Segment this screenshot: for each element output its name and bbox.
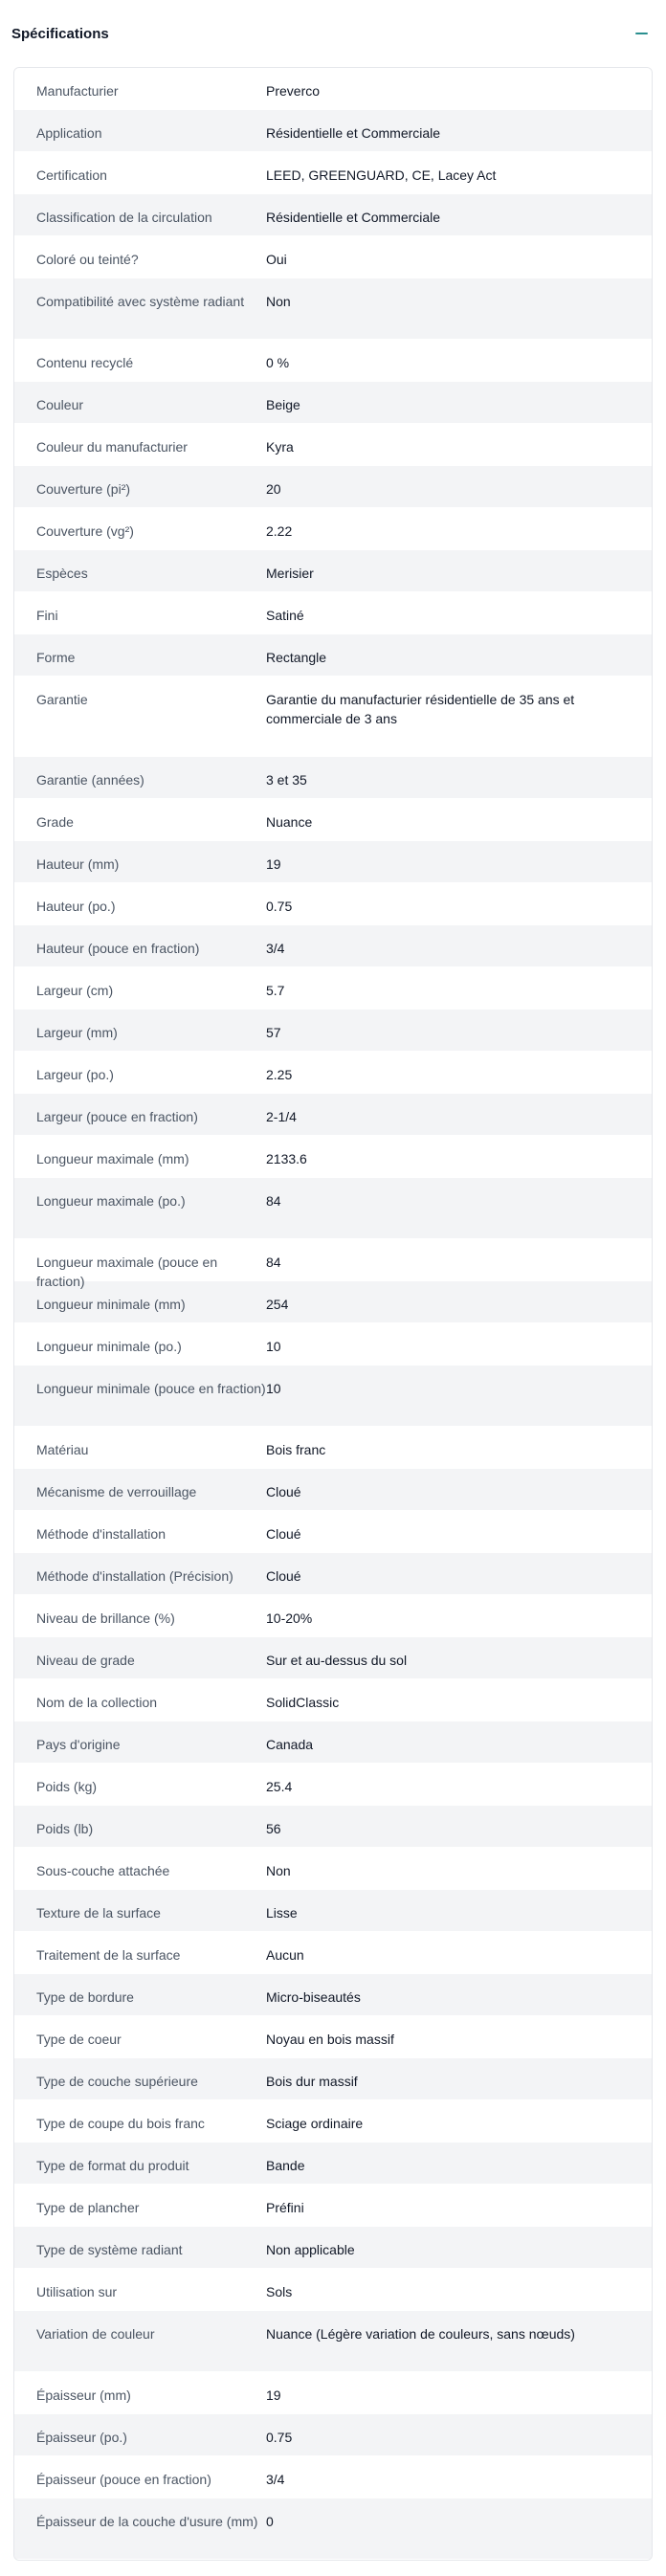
spec-label: Coloré ou teinté? <box>36 252 139 267</box>
spec-row <box>14 2269 652 2311</box>
spec-label: Texture de la surface <box>36 1905 161 1921</box>
spec-row <box>14 2456 652 2498</box>
spec-row <box>14 592 652 634</box>
spec-row <box>14 68 652 110</box>
spec-row <box>14 1848 652 1890</box>
spec-value: Préfini <box>266 2200 304 2215</box>
spec-row <box>14 1281 652 1323</box>
spec-label: Longueur minimale (mm) <box>36 1297 186 1312</box>
spec-row <box>14 1178 652 1239</box>
spec-value: LEED, GREENGUARD, CE, Lacey Act <box>266 167 497 183</box>
spec-value: Cloué <box>266 1526 301 1542</box>
spec-row <box>14 1806 652 1848</box>
spec-value: Bois franc <box>266 1442 326 1457</box>
spec-value: Résidentielle et Commerciale <box>266 125 441 141</box>
spec-label: Type de bordure <box>36 1989 134 2005</box>
spec-label: Traitement de la surface <box>36 1947 181 1963</box>
spec-value: 10 <box>266 1339 281 1354</box>
spec-value: Bois dur massif <box>266 2074 358 2089</box>
spec-row <box>14 1890 652 1932</box>
spec-row <box>14 2185 652 2227</box>
spec-row <box>14 799 652 841</box>
spec-row <box>14 1010 652 1052</box>
spec-value: Résidentielle et Commerciale <box>266 210 441 225</box>
spec-label: Garantie (années) <box>36 772 144 788</box>
spec-value: Sur et au-dessus du sol <box>266 1653 408 1668</box>
spec-row <box>14 1052 652 1094</box>
spec-value: 2-1/4 <box>266 1109 297 1124</box>
spec-row <box>14 2058 652 2100</box>
spec-label: Sous-couche attachée <box>36 1863 170 1878</box>
spec-value: 3/4 <box>266 941 285 956</box>
spec-label: Utilisation sur <box>36 2284 118 2299</box>
section-title: Spécifications <box>11 25 109 42</box>
spec-label: Pays d'origine <box>36 1737 121 1752</box>
spec-value: 0 % <box>266 355 290 370</box>
spec-label: Couverture (vg²) <box>36 523 134 539</box>
spec-label: Type de coupe du bois franc <box>36 2116 205 2131</box>
spec-label: Hauteur (po.) <box>36 899 116 914</box>
spec-label: Contenu recyclé <box>36 355 134 370</box>
spec-value: 2133.6 <box>266 1151 307 1166</box>
spec-label: Épaisseur (po.) <box>36 2430 127 2445</box>
spec-label: Matériau <box>36 1442 89 1457</box>
spec-label: Application <box>36 125 102 141</box>
spec-row <box>14 883 652 925</box>
spec-label: Hauteur (mm) <box>36 856 120 872</box>
spec-label: Méthode d'installation <box>36 1526 166 1542</box>
spec-label: Couleur <box>36 397 84 412</box>
spec-row <box>14 1239 652 1289</box>
spec-label: Méthode d'installation (Précision) <box>36 1568 233 1584</box>
spec-value: 19 <box>266 856 281 872</box>
spec-label: Poids (kg) <box>36 1779 98 1794</box>
spec-value: Garantie du manufacturier résidentielle de 35 ans et commerciale de 3 ans <box>266 692 575 726</box>
spec-value: Oui <box>266 252 287 267</box>
spec-row <box>14 1323 652 1366</box>
spec-row <box>14 1094 652 1136</box>
spec-row <box>14 1366 652 1427</box>
spec-value: Micro-biseautés <box>266 1989 361 2005</box>
spec-value: 254 <box>266 1297 289 1312</box>
spec-value: Non <box>266 294 291 309</box>
spec-row <box>14 550 652 592</box>
spec-value: Canada <box>266 1737 314 1752</box>
spec-row <box>14 967 652 1010</box>
spec-row <box>14 1553 652 1595</box>
spec-row <box>14 194 652 236</box>
spec-value: Aucun <box>266 1947 304 1963</box>
spec-label: Type de format du produit <box>36 2158 189 2173</box>
spec-value: Non applicable <box>266 2242 355 2257</box>
spec-value: 2.22 <box>266 523 293 539</box>
spec-label: Largeur (pouce en fraction) <box>36 1109 198 1124</box>
spec-value: Preverco <box>266 83 321 99</box>
spec-value: Nuance <box>266 814 313 830</box>
spec-label: Largeur (mm) <box>36 1025 118 1040</box>
spec-row <box>14 1721 652 1764</box>
spec-label: Manufacturier <box>36 83 119 99</box>
spec-row <box>14 1427 652 1469</box>
spec-row <box>14 340 652 382</box>
spec-row <box>14 466 652 508</box>
spec-row <box>14 757 652 799</box>
spec-row <box>14 508 652 550</box>
spec-value: Sciage ordinaire <box>266 2116 364 2131</box>
spec-label: Certification <box>36 167 107 183</box>
spec-label: Type de plancher <box>36 2200 140 2215</box>
spec-label: Couverture (pi²) <box>36 481 131 497</box>
spec-value: Beige <box>266 397 300 412</box>
spec-label: Épaisseur (mm) <box>36 2387 131 2403</box>
spec-row <box>14 1136 652 1178</box>
spec-row <box>14 2311 652 2372</box>
spec-value: 3/4 <box>266 2472 285 2487</box>
spec-label: Épaisseur (pouce en fraction) <box>36 2472 211 2487</box>
spec-label: Longueur maximale (mm) <box>36 1151 189 1166</box>
spec-label: Poids (lb) <box>36 1821 94 1836</box>
spec-value: Kyra <box>266 439 294 455</box>
spec-value: 0.75 <box>266 2430 293 2445</box>
spec-label: Couleur du manufacturier <box>36 439 188 455</box>
spec-value: Rectangle <box>266 650 327 665</box>
spec-row <box>14 2414 652 2456</box>
spec-label: Type de couche supérieure <box>36 2074 198 2089</box>
spec-value: Bande <box>266 2158 305 2173</box>
spec-row <box>14 152 652 194</box>
spec-label: Hauteur (pouce en fraction) <box>36 941 200 956</box>
specifications-table <box>13 67 653 2561</box>
spec-row <box>14 1595 652 1637</box>
spec-value: 84 <box>266 1193 281 1209</box>
spec-value: Sols <box>266 2284 293 2299</box>
spec-value: 25.4 <box>266 1779 293 1794</box>
spec-label: Longueur minimale (po.) <box>36 1339 182 1354</box>
spec-label: Épaisseur de la couche d'usure (mm) <box>36 2514 258 2529</box>
spec-row <box>14 2498 652 2560</box>
spec-label: Forme <box>36 650 76 665</box>
spec-value: Cloué <box>266 1484 301 1499</box>
spec-label: Nom de la collection <box>36 1695 158 1710</box>
minus-icon <box>635 33 648 34</box>
spec-label: Fini <box>36 608 58 623</box>
spec-label: Grade <box>36 814 74 830</box>
spec-row <box>14 634 652 677</box>
spec-row <box>14 1469 652 1511</box>
spec-label: Longueur maximale (po.) <box>36 1193 186 1209</box>
spec-value: Satiné <box>266 608 304 623</box>
spec-value: Non <box>266 1863 291 1878</box>
spec-row <box>14 925 652 967</box>
spec-label: Garantie <box>36 692 88 707</box>
spec-label: Longueur minimale (pouce en fraction) <box>36 1381 266 1396</box>
spec-value: Nuance (Légère variation de couleurs, sans nœuds) <box>266 2326 575 2342</box>
spec-label: Compatibilité avec système radiant <box>36 294 245 309</box>
spec-row <box>14 110 652 152</box>
spec-row <box>14 1511 652 1553</box>
spec-value: 3 et 35 <box>266 772 307 788</box>
spec-label: Niveau de brillance (%) <box>36 1610 175 1626</box>
spec-value: 0.75 <box>266 899 293 914</box>
spec-value: 84 <box>266 1255 281 1270</box>
spec-label: Mécanisme de verrouillage <box>36 1484 197 1499</box>
spec-row <box>14 1679 652 1721</box>
spec-value: Noyau en bois massif <box>266 2032 394 2047</box>
spec-row <box>14 1637 652 1679</box>
spec-row <box>14 2143 652 2185</box>
specifications-header[interactable] <box>0 0 666 67</box>
spec-row <box>14 424 652 466</box>
spec-row <box>14 2372 652 2414</box>
spec-label: Largeur (cm) <box>36 983 114 998</box>
spec-label: Type de coeur <box>36 2032 122 2047</box>
spec-row <box>14 677 652 757</box>
spec-row <box>14 1974 652 2016</box>
spec-value: Merisier <box>266 566 314 581</box>
spec-value: Lisse <box>266 1905 298 1921</box>
spec-row <box>14 841 652 883</box>
spec-row <box>14 2227 652 2269</box>
spec-label: Largeur (po.) <box>36 1067 114 1082</box>
spec-row <box>14 382 652 424</box>
spec-value: Cloué <box>266 1568 301 1584</box>
spec-label: Variation de couleur <box>36 2326 155 2342</box>
spec-label: Espèces <box>36 566 88 581</box>
spec-value: 10 <box>266 1381 281 1396</box>
spec-value: 10-20% <box>266 1610 313 1626</box>
spec-row <box>14 2016 652 2058</box>
spec-value: 56 <box>266 1821 281 1836</box>
spec-label: Niveau de grade <box>36 1653 135 1668</box>
spec-value: SolidClassic <box>266 1695 340 1710</box>
spec-label: Type de système radiant <box>36 2242 183 2257</box>
spec-label: Classification de la circulation <box>36 210 212 225</box>
spec-value: 19 <box>266 2387 281 2403</box>
spec-value: 57 <box>266 1025 281 1040</box>
collapse-toggle-button[interactable] <box>630 22 653 45</box>
spec-row <box>14 2100 652 2143</box>
spec-row <box>14 1932 652 1974</box>
spec-value: 5.7 <box>266 983 285 998</box>
spec-row <box>14 236 652 278</box>
spec-value: 20 <box>266 481 281 497</box>
spec-row <box>14 1764 652 1806</box>
spec-value: 2.25 <box>266 1067 293 1082</box>
spec-value: 0 <box>266 2514 274 2529</box>
spec-row <box>14 278 652 340</box>
spec-label: Longueur maximale (pouce en fraction) <box>36 1255 218 1289</box>
